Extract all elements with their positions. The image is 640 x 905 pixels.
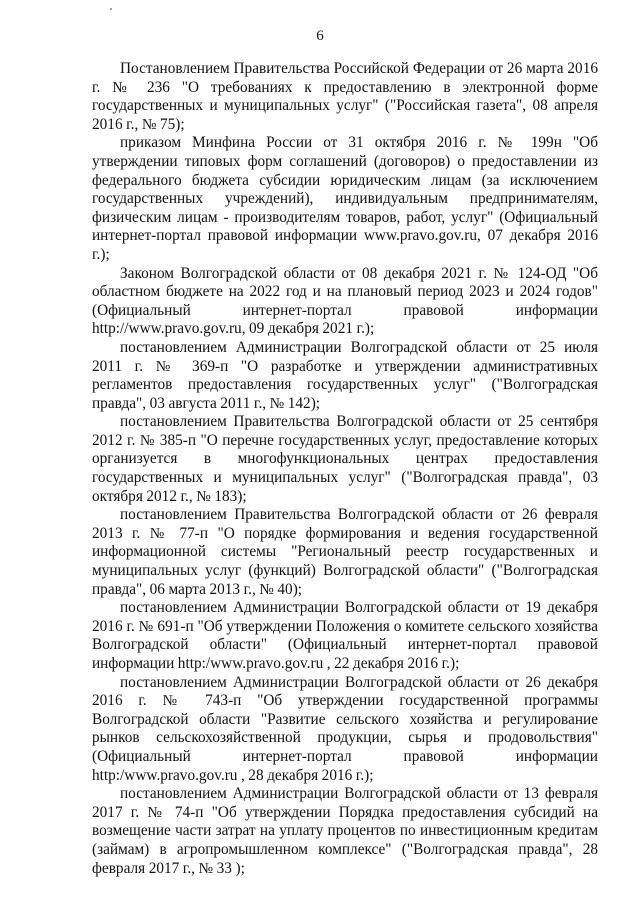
paragraph-5: постановлением Правительства Волгоградской области от 25 сентября 2012 г. № 385-п "О перечне государственных услуг, предоставление которых организуется в многофункциональных центрах предоставления государственных и муниципальных услуг" ("Волгоградская правда", 03 октября 2012 г., № 183); — [92, 413, 598, 505]
paragraph-4: постановлением Администрации Волгоградской области от 25 июля 2011 г. № 369-п "О разработке и утверждении административных регламентов предоставления государственных услуг" ("Волгоградская правда", 03 августа 2011 г., № 142); — [92, 338, 598, 412]
paragraph-1: Постановлением Правительства Российской Федерации от 26 марта 2016 г. № 236 "О требованиях к предоставлению в электронной форме государственных и муниципальных услуг" ("Российская газета", 08 апреля 2016 г., № 75); — [92, 60, 598, 133]
document-body — [92, 60, 598, 878]
paragraph-8: постановлением Администрации Волгоградской области от 26 декабря 2016 г. № 743-п "Об утверждении государственной программы Волгоградской области "Развитие сельского хозяйства и регулирование рынков сельскохозяйственной продукции, сырья и продовольствия" (Официальный интернет-портал правовой информации http:/www.pravo.gov.ru , 28 декабря 2016 г.); — [92, 673, 598, 784]
paragraph-2: приказом Минфина России от 31 октября 2016 г. № 199н "Об утверждении типовых форм соглашений (договоров) о предоставлении из федерального бюджета субсидии юридическим лицам (за исключением государственных учреждений), индивидуальным предпринимателям, физическим лицам - производителям товаров, работ, услуг" (Официальный интернет-портал правовой информации www.pravo.gov.ru, 07 декабря 2016 г.); — [92, 134, 598, 263]
paragraph-9: постановлением Администрации Волгоградской области от 13 февраля 2017 г. № 74-п "Об утверждении Порядка предоставления субсидий на возмещение части затрат на уплату процентов по инвестиционным кредитам (займам) в агропромышленном комплексе" ("Волгоградская правда", 28 февраля 2017 г., № 33 ); — [92, 785, 598, 877]
scan-speck — [110, 8, 112, 10]
paragraph-7: постановлением Администрации Волгоградской области от 19 декабря 2016 г. № 691-п "Об утверждении Положения о комитете сельского хозяйства Волгоградской области" (Официальный интернет-портал правовой информации http:/www.pravo.gov.ru , 22 декабря 2016 г.); — [92, 599, 598, 672]
page-number: 6 — [316, 28, 324, 44]
paragraph-6: постановлением Правительства Волгоградской области от 26 февраля 2013 г. № 77-п "О порядке формирования и ведения государственной информационной системы "Региональный реестр государственных и муниципальных услуг (функций) Волгоградской области" ("Волгоградская правда", 06 марта 2013 г., № 40); — [92, 506, 598, 598]
paragraph-3: Законом Волгоградской области от 08 декабря 2021 г. № 124-ОД "Об областном бюджете на 2022 год и на плановый период 2023 и 2024 годов" (Официальный интернет-портал правовой информации http://www.pravo.gov.ru, 09 декабря 2021 г.); — [92, 264, 598, 338]
